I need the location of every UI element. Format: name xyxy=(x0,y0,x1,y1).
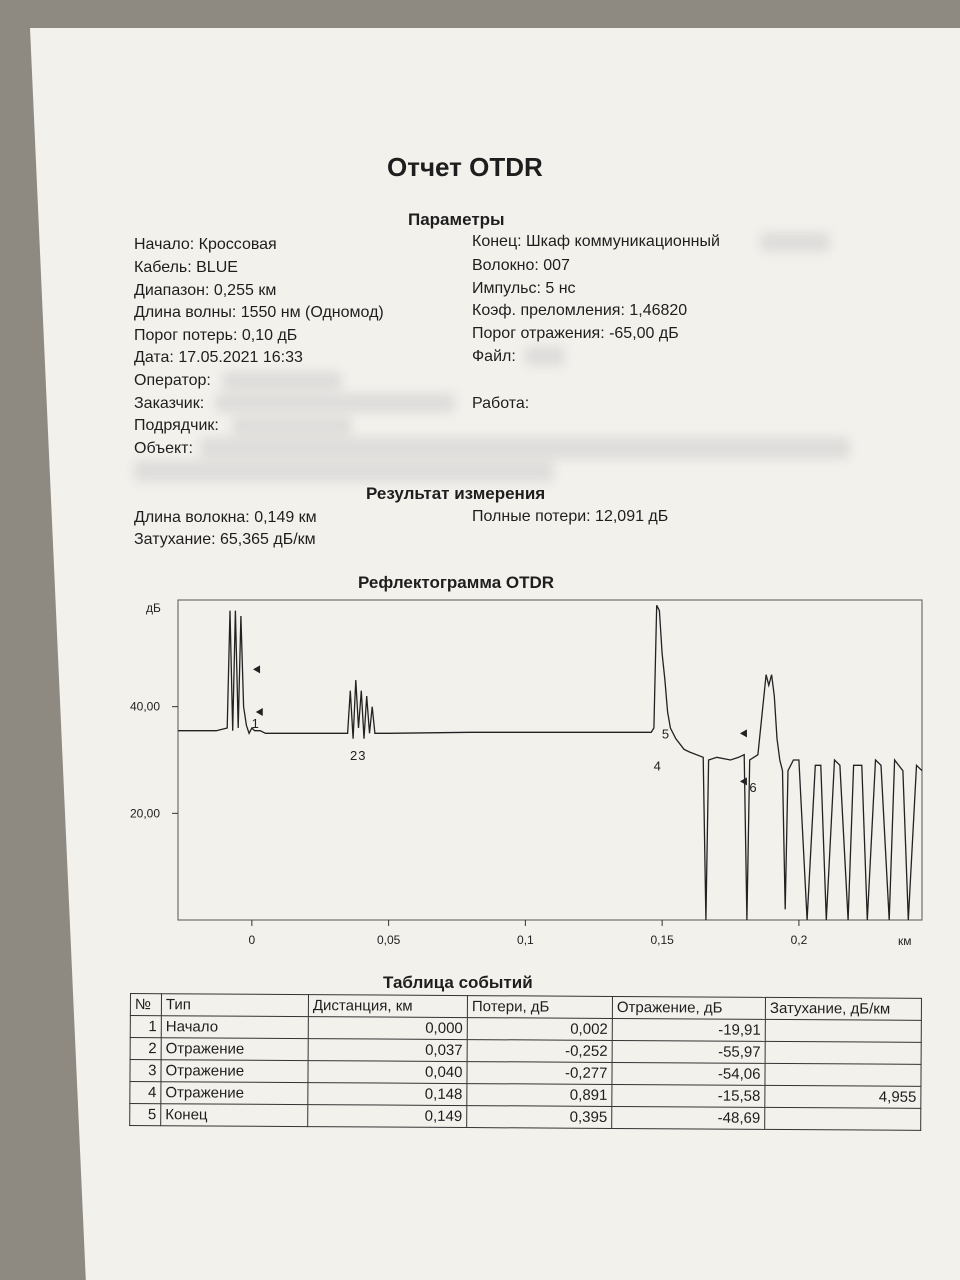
param-start: Начало: Кроссовая xyxy=(134,236,277,253)
param-end: Конец: Шкаф коммуникационный xyxy=(472,233,720,250)
cell-reflection: -54,06 xyxy=(612,1062,765,1085)
col-distance: Дистанция, км xyxy=(308,995,467,1018)
cell-number: 1 xyxy=(130,1016,161,1038)
cell-loss: 0,395 xyxy=(467,1106,612,1129)
cell-number: 2 xyxy=(130,1038,161,1060)
param-operator: Оператор: xyxy=(134,372,211,389)
param-refraction: Коэф. преломления: 1,46820 xyxy=(472,302,688,319)
cell-type: Начало xyxy=(161,1016,308,1039)
event-arrow-icon xyxy=(740,729,747,737)
cell-distance: 0,149 xyxy=(308,1105,467,1128)
cell-reflection: -55,97 xyxy=(612,1040,765,1063)
cell-attenuation: 4,955 xyxy=(765,1085,921,1108)
event-arrow-icon xyxy=(740,777,747,785)
y-tick-label: 20,00 xyxy=(130,806,161,821)
col-type: Тип xyxy=(161,994,308,1017)
cell-attenuation xyxy=(765,1107,921,1130)
result-fiber-length: Длина волокна: 0,149 км xyxy=(134,509,317,526)
col-reflection: Отражение, дБ xyxy=(612,996,765,1019)
cell-distance: 0,148 xyxy=(308,1083,467,1106)
cell-loss: 0,891 xyxy=(467,1084,612,1107)
param-file: Файл: xyxy=(472,348,516,365)
trace-line xyxy=(178,605,922,920)
cell-distance: 0,040 xyxy=(308,1061,467,1084)
cell-loss: -0,252 xyxy=(467,1040,612,1063)
result-total-loss: Полные потери: 12,091 дБ xyxy=(472,508,669,525)
parameters-heading: Параметры xyxy=(408,210,505,229)
param-job: Работа: xyxy=(472,395,530,412)
cell-attenuation xyxy=(765,1019,921,1042)
param-customer: Заказчик: xyxy=(134,395,205,412)
x-tick-label: 0,2 xyxy=(790,933,808,947)
x-tick-label: 0,05 xyxy=(376,933,401,947)
cell-attenuation xyxy=(765,1041,921,1064)
cell-number: 3 xyxy=(130,1060,161,1082)
cell-type: Отражение xyxy=(161,1082,308,1105)
param-contractor: Подрядчик: xyxy=(134,417,219,434)
table-row xyxy=(130,1104,921,1131)
col-loss: Потери, дБ xyxy=(467,996,612,1019)
event-arrow-icon xyxy=(253,665,260,673)
event-marker-label: 4 xyxy=(653,758,661,774)
result-heading: Результат измерения xyxy=(366,484,546,503)
cell-reflection: -48,69 xyxy=(612,1106,765,1129)
param-object: Объект: xyxy=(134,440,193,457)
y-tick-label: 40,00 xyxy=(130,699,161,714)
result-attenuation: Затухание: 65,365 дБ/км xyxy=(134,531,316,548)
cell-type: Конец xyxy=(161,1104,308,1127)
event-marker-label: 6 xyxy=(749,780,757,795)
chart-title: Рефлектограмма OTDR xyxy=(358,573,555,592)
param-range: Диапазон: 0,255 км xyxy=(134,282,277,299)
plot-frame xyxy=(178,600,922,920)
col-attenuation: Затухание, дБ/км xyxy=(765,997,921,1020)
param-loss-threshold: Порог потерь: 0,10 дБ xyxy=(134,327,298,344)
event-marker-label: 5 xyxy=(661,726,670,742)
cell-reflection: -15,58 xyxy=(612,1084,765,1107)
events-table-title: Таблица событий xyxy=(383,973,533,992)
y-axis-label: дБ xyxy=(146,601,161,615)
report-title: Отчет OTDR xyxy=(387,152,543,182)
cell-reflection: -19,91 xyxy=(612,1018,765,1041)
events-table xyxy=(129,993,922,1131)
cell-distance: 0,000 xyxy=(308,1017,467,1040)
event-marker-label: 3 xyxy=(358,748,366,763)
param-reflection-threshold: Порог отражения: -65,00 дБ xyxy=(472,325,679,342)
param-pulse: Импульс: 5 нс xyxy=(472,280,576,297)
cell-type: Отражение xyxy=(161,1060,308,1083)
col-number: № xyxy=(130,994,161,1016)
param-wavelength: Длина волны: 1550 нм (Одномод) xyxy=(134,304,384,321)
cell-number: 5 xyxy=(130,1104,161,1126)
x-tick-label: 0 xyxy=(248,933,256,947)
param-cable: Кабель: BLUE xyxy=(134,259,238,276)
cell-loss: -0,277 xyxy=(467,1062,612,1085)
cell-attenuation xyxy=(765,1063,921,1086)
x-tick-label: 0,15 xyxy=(650,933,674,947)
event-marker-label: 2 xyxy=(350,748,358,763)
x-axis-label: км xyxy=(898,934,912,948)
cell-type: Отражение xyxy=(161,1038,308,1061)
cell-number: 4 xyxy=(130,1082,161,1104)
param-date: Дата: 17.05.2021 16:33 xyxy=(134,349,303,366)
cell-loss: 0,002 xyxy=(467,1018,612,1041)
cell-distance: 0,037 xyxy=(308,1039,467,1062)
param-fiber: Волокно: 007 xyxy=(472,257,570,274)
x-tick-label: 0,1 xyxy=(517,933,534,947)
event-arrow-icon xyxy=(256,708,263,716)
event-marker-label: 1 xyxy=(251,716,259,731)
